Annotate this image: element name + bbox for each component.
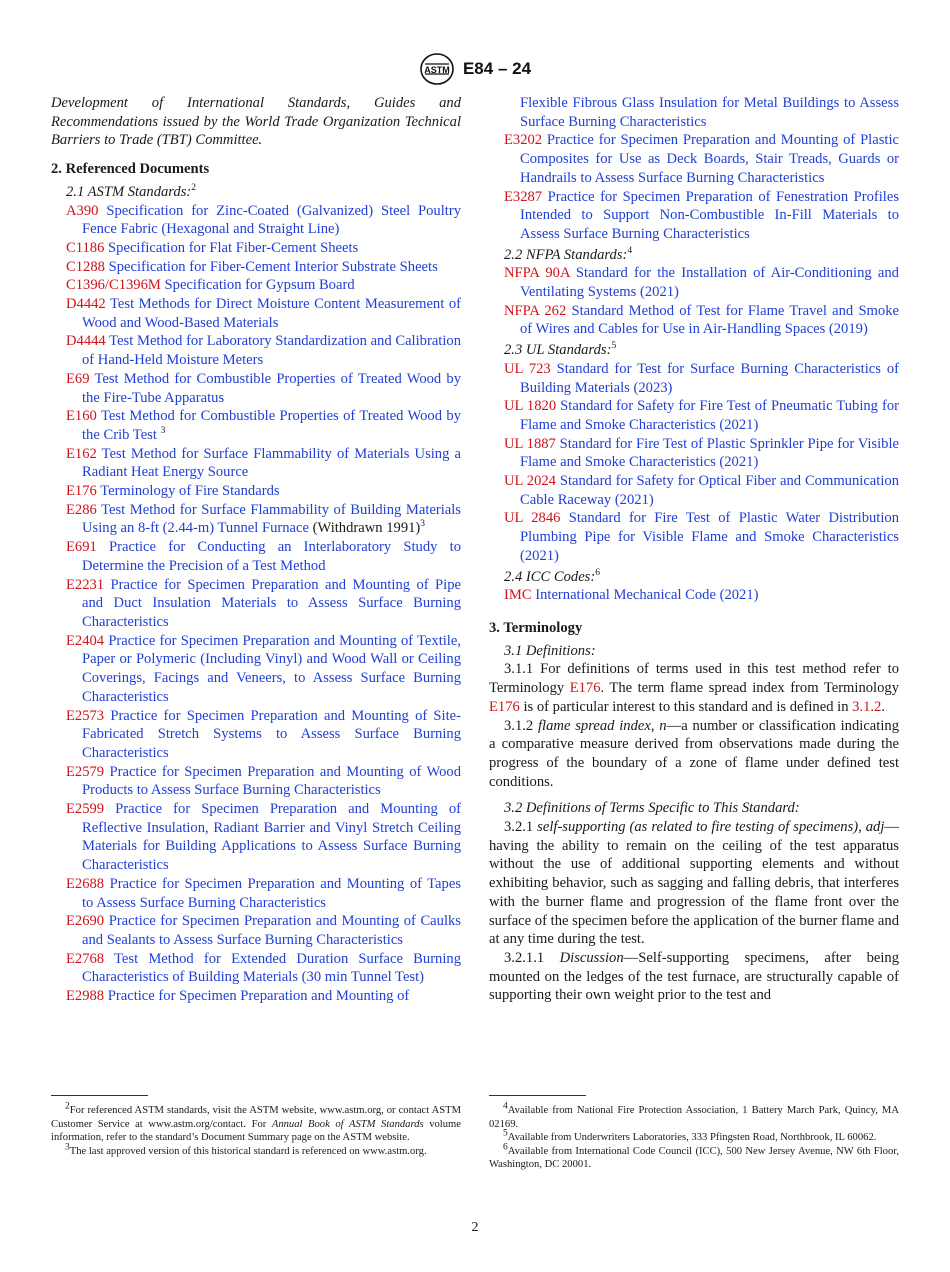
reference-code-link[interactable]: D4444 (66, 333, 106, 350)
reference-title-link[interactable]: Terminology of Fire Standards (100, 483, 280, 500)
clause-number: 3.2.1 (504, 819, 538, 836)
footnotes-right (489, 1101, 899, 1172)
link-e176[interactable]: E176 (489, 698, 520, 715)
right-column (489, 94, 899, 1005)
reference-entry (51, 632, 461, 707)
reference-code-link[interactable]: E286 (66, 501, 97, 518)
reference-code-link[interactable]: E2231 (66, 576, 105, 593)
reference-code-link[interactable]: E2768 (66, 950, 105, 967)
reference-entry (489, 264, 899, 301)
text-span: 3.1.1 For definitions of terms used in this test method refer to Terminology (489, 661, 899, 697)
discussion-text: —Self-supporting specimens, after being mounted on the ledges of the test furnace, are structurally capable of supporting their own weight prior to the test and (489, 949, 899, 1004)
reference-entry (51, 987, 461, 1006)
reference-title-link[interactable]: Standard Method of Test for Flame Travel and Smoke of Wires and Cables for Use in Air-Handling Spaces (2019) (520, 302, 899, 338)
footnote-divider (51, 1095, 148, 1096)
page-number: 2 (471, 1220, 479, 1235)
reference-code-link[interactable]: E176 (66, 483, 97, 500)
text-span: . The term flame spread index from Terminology (600, 680, 899, 697)
definitions-heading: 3.1 Definitions: (504, 642, 596, 659)
reference-title-link[interactable]: Practice for Specimen Preparation and Mounting of Caulks and Sealants to Assess Surface Burning Characteristics (82, 913, 461, 948)
footnote-ref[interactable]: 5 (611, 341, 617, 352)
reference-code-link[interactable]: UL 2846 (504, 510, 561, 527)
reference-entry (51, 501, 461, 538)
nfpa-heading-text: 2.2 NFPA Standards: (504, 246, 628, 263)
specific-definitions-heading: 3.2 Definitions of Terms Specific to This Standard: (504, 800, 800, 817)
reference-entry (489, 131, 899, 187)
reference-entry (489, 302, 899, 339)
link-e176[interactable]: E176 (569, 680, 601, 697)
footnote-ref[interactable]: 4 (627, 245, 633, 256)
reference-entry (51, 258, 461, 277)
reference-code-link[interactable]: E2573 (66, 707, 105, 724)
reference-title-link[interactable]: Standard for Safety for Optical Fiber and Communication Cable Raceway (2021) (520, 473, 899, 508)
reference-entry (489, 509, 899, 565)
reference-code-link[interactable]: E3202 (504, 132, 543, 149)
reference-entry (489, 435, 899, 472)
paragraph-3-1-2 (489, 717, 899, 792)
reference-title-link[interactable]: Standard for Fire Test of Plastic Water Distribution Plumbing Pipe for Visible Flame and Smoke Characteristics (2021) (520, 510, 900, 564)
reference-title-link[interactable]: Test Method for Laboratory Standardization and Calibration of Hand-Held Moisture Meters (82, 333, 462, 369)
page-header (0, 52, 950, 86)
text-span: is of particular interest to this standard and is defined in (519, 698, 853, 715)
discussion-label: Discussion (559, 949, 624, 966)
reference-entry (51, 482, 461, 501)
ul-reference-list (489, 360, 899, 566)
text-span: . (881, 698, 885, 715)
footnote-text: Available from International Code Council (ICC), 500 New Jersey Avenue, NW 6th Floor, Washington, DC 20001. (489, 1145, 899, 1171)
footnote-number: 5 (503, 1128, 508, 1139)
astm-logo-icon (419, 52, 455, 86)
clause-number: 3.2.1.1 (504, 949, 560, 966)
link-3-1-2[interactable]: 3.1.2 (852, 698, 882, 715)
reference-title-link[interactable]: Standard for Test for Surface Burning Characteristics of Building Materials (2023) (520, 360, 899, 396)
reference-code-link[interactable]: E2690 (66, 913, 105, 930)
reference-entry (51, 276, 461, 295)
footnote-divider (489, 1095, 586, 1096)
astm-reference-list (51, 202, 461, 1006)
reference-title-link[interactable]: Specification for Fiber-Cement Interior Substrate Sheets (108, 258, 438, 275)
paragraph-3-1-1 (489, 660, 899, 716)
reference-title-link[interactable]: Test Method for Surface Flammability of Materials Using a Radiant Heat Energy Source (82, 445, 461, 481)
reference-entry (51, 875, 461, 912)
section-3-heading: 3. Terminology (489, 619, 583, 636)
reference-entry (51, 407, 461, 444)
reference-entry (489, 360, 899, 397)
footnote-number: 3 (65, 1142, 70, 1153)
reference-title-link[interactable]: Practice for Specimen Preparation and Mounting of Textile, Paper or Polymeric (Including Vinyl) and Wood Wall or Ceiling Coverings, Facings and Veneers, to Assess Surface Burning Characteristics (82, 632, 461, 705)
reference-code-link[interactable]: NFPA 90A (504, 265, 570, 282)
footnote-text: For referenced ASTM standards, visit the ASTM website, www.astm.org, or contact ASTM Customer Service at www.astm.org/contact. For (51, 1105, 461, 1130)
reference-code-link[interactable]: UL 1887 (504, 435, 556, 452)
reference-entry (51, 445, 461, 482)
reference-title-link[interactable]: Specification for Zinc-Coated (Galvanized) Steel Poultry Fence Fabric (Hexagonal and Straight Line) (82, 202, 461, 238)
reference-title-link[interactable]: Practice for Specimen Preparation and Mounting of Plastic Composites for Use as Deck Boards, Stair Treads, Guards or Handrails to Assess Surface Burning Characteristics (520, 132, 899, 186)
reference-title-link[interactable]: Specification for Flat Fiber-Cement Sheets (108, 239, 359, 256)
footnote-ref[interactable]: 3 (420, 519, 426, 530)
reference-title-link[interactable]: Test Method for Extended Duration Surface Burning Characteristics of Building Materials (30 min Tunnel Test) (82, 950, 461, 986)
reference-entry (489, 397, 899, 434)
reference-entry (489, 586, 899, 605)
nfpa-standards-heading (489, 246, 899, 265)
standard-designation: E84 – 24 (462, 59, 532, 78)
footnote-ref[interactable]: 6 (595, 567, 600, 578)
reference-title-link[interactable]: Practice for Specimen Preparation and Mounting of Reflective Insulation, Radiant Barrier and Vinyl Stretch Ceiling Materials for Building Applications to Assess Surface Burning Characteristics (82, 801, 461, 874)
intro-paragraph: Development of International Standards, Guides and Recommendations issued by the World Trade Organization Technical Barriers to Trade (TBT) Committee. (51, 95, 461, 149)
icc-heading-text: 2.4 ICC Codes: (504, 568, 596, 585)
definition-text: —a number or classification indicating a comparative measure derived from observations made during the progress of the boundary of a zone of flame under defined test conditions. (489, 717, 899, 790)
reference-code-link[interactable]: E3287 (504, 188, 543, 205)
reference-code-link[interactable]: C1186 (66, 239, 105, 256)
reference-code-link[interactable]: IMC (504, 587, 532, 604)
footnote (489, 1128, 899, 1145)
footnote-number: 6 (503, 1142, 508, 1153)
reference-entry (51, 239, 461, 258)
reference-title-link[interactable]: Practice for Specimen Preparation and Mounting of Site-Fabricated Stretch Systems to Assess Surface Burning Characteristics (82, 707, 461, 761)
astm-reference-list-cont (489, 131, 899, 243)
reference-entry (51, 763, 461, 800)
reference-code-link[interactable]: UL 2024 (504, 473, 556, 490)
footnote-text: The last approved version of this historical standard is referenced on www.astm.org. (69, 1145, 427, 1157)
astm-heading-text: 2.1 ASTM Standards: (66, 183, 192, 200)
reference-code-link[interactable]: C1288 (66, 258, 105, 275)
reference-title-link[interactable]: International Mechanical Code (2021) (535, 587, 759, 604)
reference-code-link[interactable]: A390 (66, 202, 99, 219)
footnote-ref[interactable]: 2 (191, 182, 197, 193)
reference-code-link[interactable]: E2579 (66, 763, 105, 780)
footnote-text: volume information, refer to the standard’s Document Summary page on the ASTM website. (51, 1118, 461, 1144)
footnote-number: 4 (503, 1101, 508, 1112)
reference-code-link[interactable]: UL 723 (504, 360, 551, 377)
section-2-heading: 2. Referenced Documents (51, 161, 210, 178)
reference-code-link[interactable]: NFPA 262 (504, 302, 567, 319)
reference-code-link[interactable]: E2988 (66, 988, 105, 1005)
reference-entry (489, 188, 899, 244)
reference-code-link[interactable]: UL 1820 (504, 398, 557, 415)
defined-term: self-supporting (as related to fire testing of specimens), adj (537, 819, 885, 836)
reference-title-link[interactable]: Standard for Safety for Fire Test of Pneumatic Tubing for Flame and Smoke Characteristics (2021) (520, 398, 900, 433)
footnote-ref[interactable]: 3 (160, 426, 166, 437)
reference-title-link[interactable]: Test Method for Surface Flammability of Building Materials Using an 8-ft (2.44-m) Tunnel Furnace (82, 501, 461, 537)
footnote (489, 1101, 899, 1131)
reference-entry (51, 912, 461, 949)
reference-title-link[interactable]: Test Method for Combustible Properties of Treated Wood by the Crib Test (82, 408, 461, 443)
svg-text:ASTM: ASTM (424, 65, 450, 75)
reference-entry (51, 707, 461, 763)
reference-title-link[interactable]: Test Methods for Direct Moisture Content Measurement of Wood and Wood-Based Materials (82, 296, 461, 331)
paragraph-3-2-1 (489, 818, 899, 949)
clause-number: 3.1.2 (504, 717, 538, 734)
reference-code-link[interactable]: E69 (66, 370, 90, 387)
reference-code-link[interactable]: E160 (66, 408, 97, 425)
reference-title-link[interactable]: Specification for Gypsum Board (164, 277, 355, 294)
reference-title-link[interactable]: Practice for Conducting an Interlaboratory Study to Determine the Precision of a Test Method (82, 539, 461, 574)
reference-entry (51, 538, 461, 575)
reference-note: (Withdrawn 1991) (309, 520, 421, 537)
reference-entry (51, 370, 461, 407)
reference-code-link[interactable]: D4442 (66, 296, 106, 313)
footnote-number: 2 (65, 1101, 70, 1112)
footnotes-left (51, 1101, 461, 1158)
footnote (51, 1101, 461, 1145)
defined-term: flame spread index, n (538, 717, 667, 734)
astm-standards-heading (51, 183, 461, 202)
reference-entry (51, 295, 461, 332)
reference-title-link[interactable]: Practice for Specimen Preparation of Fenestration Profiles Intended to Support Non-Combustible In-Fill Materials to Assess Surface Burning Characteristics (520, 188, 899, 242)
paragraph-3-2-1-1 (489, 949, 899, 1005)
icc-reference-list (489, 586, 899, 605)
reference-entry (51, 800, 461, 875)
reference-title-link[interactable]: Practice for Specimen Preparation and Mounting of Tapes to Assess Surface Burning Characteristics (82, 875, 461, 911)
reference-code-link[interactable]: E691 (66, 539, 97, 556)
reference-title-link[interactable]: Practice for Specimen Preparation and Mounting of Pipe and Duct Insulation Materials to Assess Surface Burning Characteristics (82, 576, 461, 630)
reference-title-link[interactable]: Practice for Specimen Preparation and Mounting of (107, 988, 410, 1005)
ul-heading-text: 2.3 UL Standards: (504, 342, 612, 359)
reference-code-link[interactable]: C1396/C1396M (66, 277, 161, 294)
footnote (51, 1142, 461, 1159)
reference-entry (51, 202, 461, 239)
reference-title-link[interactable]: Practice for Specimen Preparation and Mounting of Wood Products to Assess Surface Burning Characteristics (82, 763, 461, 799)
reference-entry (51, 332, 461, 369)
reference-title-link[interactable]: Test Method for Combustible Properties of Treated Wood by the Fire-Tube Apparatus (82, 370, 461, 406)
definition-text: —having the ability to remain on the ceiling of the test apparatus without the use of additional supporting elements and without exhibiting behavior, such as sagging and falling debris, that interferes with the burner flame and progression of the flame front over the surface of the specimen before the application of the burner flame and at any time during the test. (489, 819, 900, 948)
reference-continuation (489, 94, 899, 131)
reference-entry (51, 950, 461, 987)
footnote-text: Available from National Fire Protection Association, 1 Battery March Park, Quincy, MA 02169. (489, 1105, 899, 1130)
reference-title-link[interactable]: Standard for the Installation of Air-Conditioning and Ventilating Systems (2021) (520, 265, 899, 301)
nfpa-reference-list (489, 264, 899, 339)
reference-code-link[interactable]: E2688 (66, 875, 105, 892)
reference-entry (51, 576, 461, 632)
ul-standards-heading (489, 341, 899, 360)
reference-code-link[interactable]: E162 (66, 445, 97, 462)
footnote-text-italic: Annual Book of ASTM Standards (271, 1118, 424, 1130)
reference-code-link[interactable]: E2599 (66, 801, 105, 818)
reference-title-link[interactable]: Standard for Fire Test of Plastic Sprinkler Pipe for Visible Flame and Smoke Characteristics (2021) (520, 435, 899, 471)
reference-title-link[interactable]: Flexible Fibrous Glass Insulation for Metal Buildings to Assess Surface Burning Characteristics (520, 95, 899, 130)
reference-code-link[interactable]: E2404 (66, 632, 105, 649)
footnote (489, 1142, 899, 1172)
icc-codes-heading (489, 568, 899, 587)
reference-entry (489, 472, 899, 509)
footnote-text: Available from Underwriters Laboratories, 333 Pfingsten Road, Northbrook, IL 60062. (507, 1132, 877, 1144)
left-column (51, 94, 461, 1006)
